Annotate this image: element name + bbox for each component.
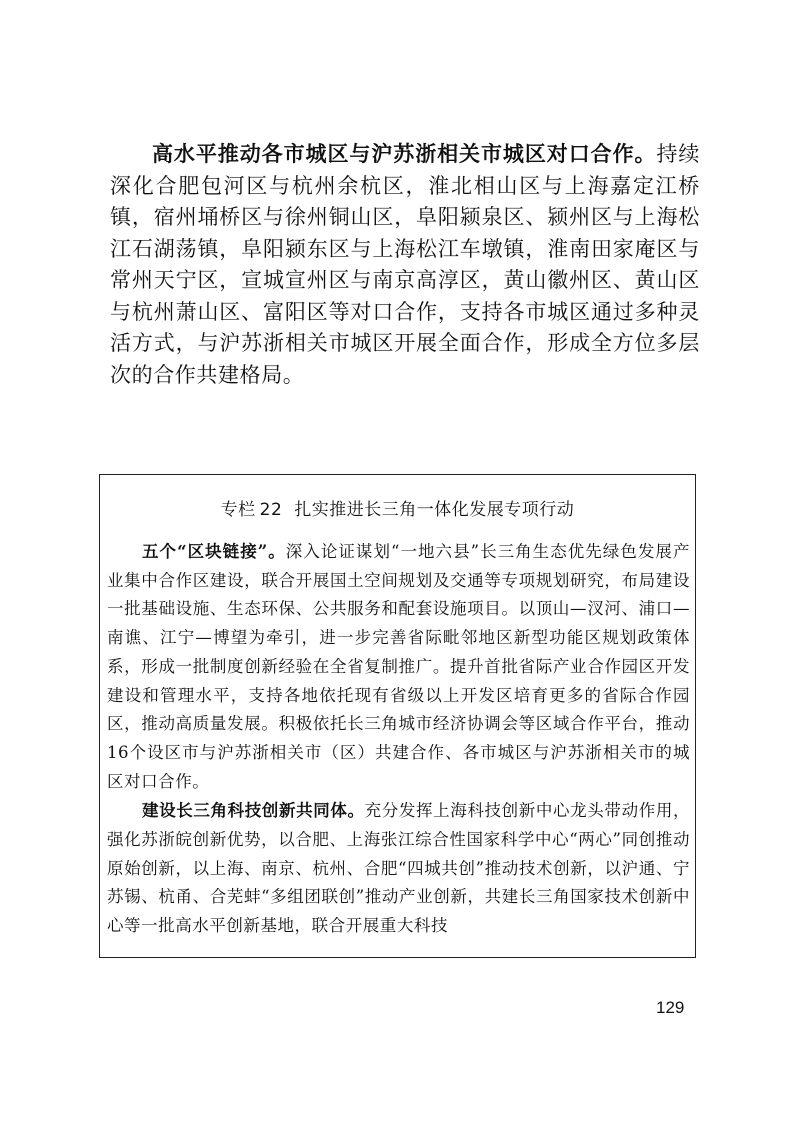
page-number: 129: [656, 998, 685, 1017]
column-paragraph-innovation: [107, 797, 690, 941]
column-body: [107, 538, 690, 942]
feature-column-box: [99, 474, 696, 958]
intro-paragraph: [110, 138, 700, 391]
intro-lead: 高水平推动各市城区与沪苏浙相关市城区对口合作。: [152, 141, 657, 166]
column-number: 22: [259, 500, 283, 520]
intro-body: 持续深化合肥包河区与杭州余杭区，淮北相山区与上海嘉定江桥镇，宿州埇桥区与徐州铜山区，阜阳颍泉区、颍州区与上海松江石湖荡镇，阜阳颍东区与上海松江车墩镇，淮南田家庵区与常州天宁区，宣城宣州区与南京高淳区，黄山徽州区、黄山区与杭州萧山区、富阳区等对口合作，支持各市城区通过多种灵活方式，与沪苏浙相关市城区开展全面合作，形成全方位多层次的合作共建格局。: [110, 142, 700, 387]
paragraph-body: 充分发挥上海科技创新中心龙头带动作用，强化苏浙皖创新优势，以合肥、上海张江综合性国家科学中心“两心”同创推动原始创新，以上海、南京、杭州、合肥“四城共创”推动技术创新，以沪通、宁苏锡、杭甬、合芜蚌“多组团联创”推动产业创新，共建长三角国家技术创新中心等一批高水平创新基地，联合开展重大科技: [107, 801, 690, 936]
column-paragraph-blocks: [107, 538, 690, 796]
paragraph-lead: 建设长三角科技创新共同体。: [142, 801, 365, 821]
column-title-text: 扎实推进长三角一体化发展专项行动: [294, 500, 575, 520]
column-title: [100, 495, 695, 520]
column-label: 专栏: [220, 500, 256, 520]
paragraph-body: 深入论证谋划“一地六县”长三角生态优先绿色发展产业集中合作区建设，联合开展国土空间规划及交通等专项规划研究，布局建设一批基础设施、生态环保、公共服务和配套设施项目。以顶山—汊河、浦口—南谯、江宁—博望为牵引，进一步完善省际毗邻地区新型功能区规划政策体系，形成一批制度创新经验在全省复制推广。提升首批省际产业合作园区开发建设和管理水平，支持各地依托现有省级以上开发区培育更多的省际合作园区，推动高质量发展。积极依托长三角城市经济协调会等区域合作平台，推动16个设区市与沪苏浙相关市（区）共建合作、各市城区与沪苏浙相关市的城区对口合作。: [107, 542, 690, 791]
paragraph-lead: 五个“区块链接”。: [142, 542, 286, 561]
